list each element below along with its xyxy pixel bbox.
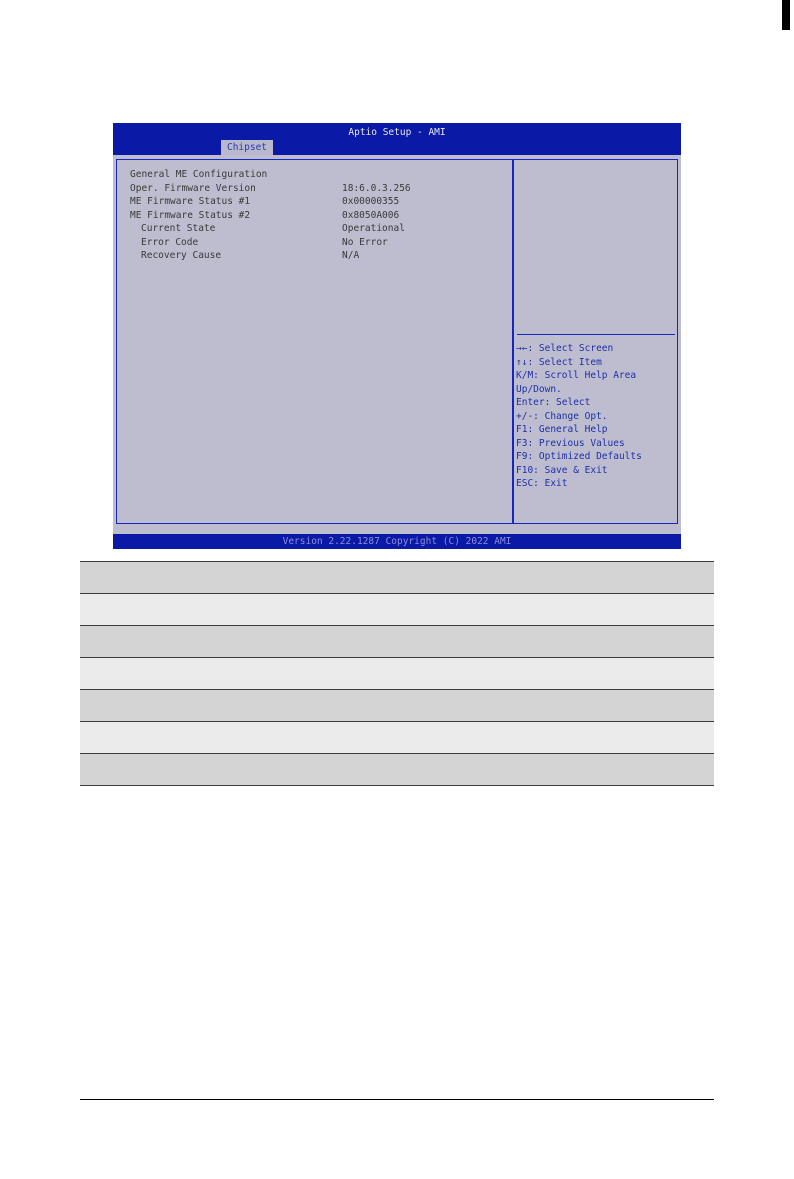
settings-panel: General ME Configuration Oper. Firmware Version 18:6.0.3.256 ME Firmware Status #1 0x00000355 ME Firmware Status #2 0x8050A006 Current State Operational Error Code No Error Recovery Cause N/A (116, 159, 513, 524)
help-line-select-item: ↑↓: Select Item (516, 356, 602, 368)
table-row (80, 690, 714, 722)
setting-value: 0x8050A006 (342, 209, 400, 221)
description-table (80, 561, 714, 786)
setting-label: ME Firmware Status #2 (130, 209, 251, 221)
table-row (80, 722, 714, 754)
bios-setup-screen (113, 123, 681, 549)
help-line-up-down: Up/Down. (516, 383, 562, 395)
tab-chipset[interactable]: Chipset (221, 140, 273, 155)
help-line-save-exit: F10: Save & Exit (516, 464, 608, 476)
setting-label: Error Code (141, 236, 199, 248)
footer-rule (80, 1099, 714, 1100)
help-line-change-opt: +/-: Change Opt. (516, 410, 608, 422)
page-edge-tab-marker (782, 0, 790, 30)
help-line-scroll-help: K/M: Scroll Help Area (516, 370, 637, 381)
help-line-esc-exit: ESC: Exit (516, 478, 568, 489)
setting-label: Recovery Cause (141, 250, 222, 261)
setting-value: No Error (342, 236, 388, 248)
help-line-general-help: F1: General Help (516, 424, 608, 435)
bios-title: Aptio Setup - AMI (348, 127, 446, 138)
table-row (80, 754, 714, 786)
setting-label: Current State (141, 223, 216, 234)
bios-body (113, 155, 681, 534)
help-divider (517, 334, 675, 335)
bios-footer: Version 2.22.1287 Copyright (C) 2022 AMI (282, 536, 512, 547)
table-row (80, 594, 714, 626)
help-line-previous-values: F3: Previous Values (516, 437, 625, 449)
table-row (80, 562, 714, 594)
help-line-select-screen: →←: Select Screen (516, 343, 614, 354)
key-help-list (516, 342, 676, 491)
help-panel (513, 159, 678, 524)
help-line-optimized-defaults: F9: Optimized Defaults (516, 451, 642, 462)
setting-value: 0x00000355 (342, 196, 400, 207)
table-row (80, 658, 714, 690)
setting-value: N/A (342, 250, 360, 261)
setting-value: Operational (342, 223, 405, 234)
setting-value: 18:6.0.3.256 (342, 182, 411, 194)
setting-label: Oper. Firmware Version (130, 182, 256, 194)
setting-label: ME Firmware Status #1 (130, 196, 251, 207)
table-row (80, 626, 714, 658)
help-line-enter: Enter: Select (516, 397, 591, 408)
